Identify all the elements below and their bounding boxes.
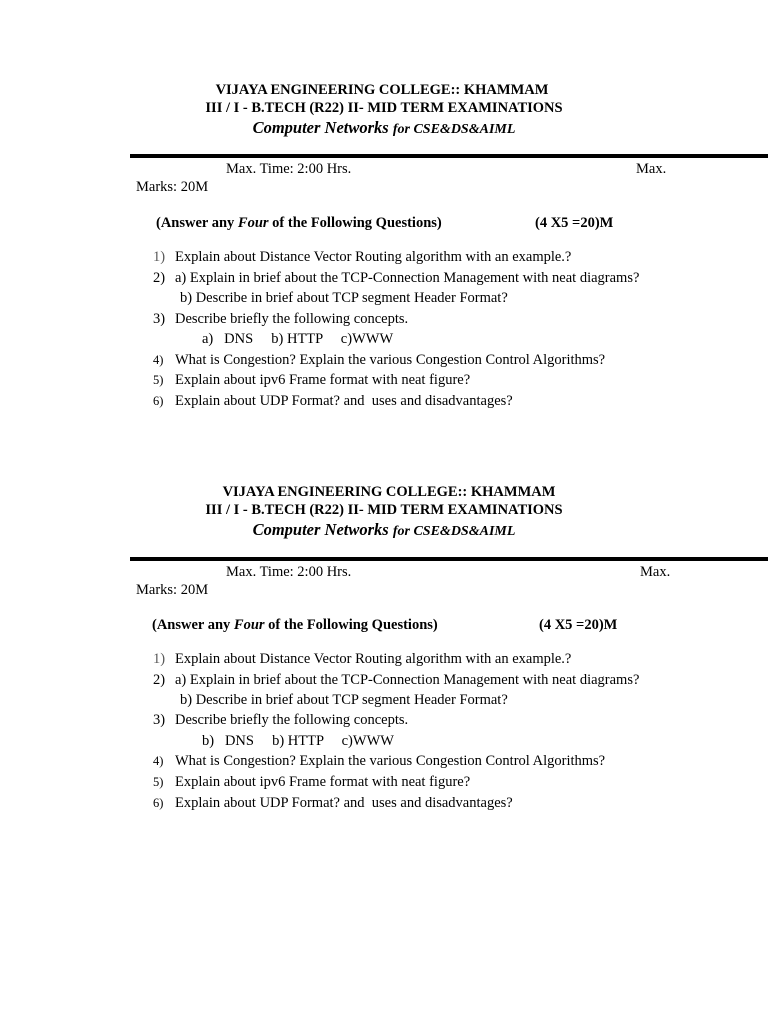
instruction-prefix: (Answer any [156, 215, 238, 231]
instruction-emphasis: Four [237, 215, 269, 231]
college-name: VIJAYA ENGINEERING COLLEGE:: KHAMMAM [215, 82, 549, 98]
question-number: 4) [153, 353, 164, 367]
question-item [0, 270, 768, 290]
question-options [0, 331, 768, 351]
question-item [0, 372, 768, 392]
question-number: 4) [153, 754, 164, 768]
header-rule [130, 154, 768, 158]
exam-title: III / I - B.TECH (R22) II- MID TERM EXAMINATIONS [205, 100, 563, 116]
subject-line [0, 520, 768, 540]
max-marks: Marks: 20M [136, 179, 209, 195]
question-number: 2) [153, 270, 166, 286]
question-paper [0, 82, 768, 482]
question-number: 5) [153, 373, 164, 387]
question-text: What is Congestion? Explain the various Congestion Control Algorithms? [175, 753, 606, 769]
question-paper [0, 484, 768, 884]
question-item [0, 393, 768, 413]
subject-name: Computer Networks [252, 520, 389, 539]
branch-name: for CSE&DS&AIML [392, 524, 516, 539]
question-subpart [0, 692, 768, 712]
question-text: What is Congestion? Explain the various Congestion Control Algorithms? [175, 352, 606, 368]
question-item [0, 249, 768, 269]
question-number: 5) [153, 775, 164, 789]
question-subpart [0, 290, 768, 310]
question-number: 3) [153, 311, 166, 327]
max-time: Max. Time: 2:00 Hrs. [226, 161, 352, 177]
question-text: Explain about UDP Format? and uses and disadvantages? [175, 795, 513, 811]
question-number: 3) [153, 712, 166, 728]
question-text: a) Explain in brief about the TCP-Connection Management with neat diagrams? [175, 270, 640, 286]
subject-line [0, 118, 768, 138]
question-text: Describe briefly the following concepts. [175, 712, 409, 728]
options-text: a) DNS b) HTTP c)WWW [202, 331, 394, 347]
instruction [152, 617, 438, 634]
instruction-suffix: of the Following Questions) [264, 617, 438, 633]
max-time: Max. Time: 2:00 Hrs. [226, 564, 352, 580]
question-number: 6) [153, 796, 164, 810]
subject-name: Computer Networks [252, 118, 389, 137]
options-text: b) DNS b) HTTP c)WWW [202, 733, 394, 749]
max-label: Max. [640, 564, 671, 580]
question-number: 1) [153, 651, 166, 667]
max-label: Max. [636, 161, 667, 177]
max-marks: Marks: 20M [136, 582, 209, 598]
question-options [0, 733, 768, 753]
instruction-prefix: (Answer any [152, 617, 234, 633]
instruction [156, 215, 442, 232]
question-item [0, 774, 768, 794]
question-text: Explain about UDP Format? and uses and disadvantages? [175, 393, 513, 409]
question-item [0, 672, 768, 692]
question-item [0, 712, 768, 732]
instruction-emphasis: Four [233, 617, 265, 633]
question-number: 1) [153, 249, 166, 265]
question-text: Explain about Distance Vector Routing algorithm with an example.? [175, 249, 572, 265]
subpart-text: b) Describe in brief about TCP segment Header Format? [180, 692, 508, 708]
question-text: Explain about Distance Vector Routing algorithm with an example.? [175, 651, 572, 667]
score-scheme: (4 X5 =20)M [535, 215, 614, 231]
college-name: VIJAYA ENGINEERING COLLEGE:: KHAMMAM [222, 484, 556, 500]
question-item [0, 753, 768, 773]
branch-name: for CSE&DS&AIML [392, 122, 516, 137]
subpart-text: b) Describe in brief about TCP segment Header Format? [180, 290, 508, 306]
question-text: Describe briefly the following concepts. [175, 311, 409, 327]
question-item [0, 795, 768, 815]
question-number: 2) [153, 672, 166, 688]
question-text: Explain about ipv6 Frame format with neat figure? [175, 774, 471, 790]
score-scheme: (4 X5 =20)M [539, 617, 618, 633]
exam-title: III / I - B.TECH (R22) II- MID TERM EXAMINATIONS [205, 502, 563, 518]
question-number: 6) [153, 394, 164, 408]
question-text: Explain about ipv6 Frame format with neat figure? [175, 372, 471, 388]
instruction-suffix: of the Following Questions) [268, 215, 442, 231]
question-item [0, 651, 768, 671]
question-item [0, 352, 768, 372]
question-item [0, 311, 768, 331]
header-rule [130, 557, 768, 561]
question-text: a) Explain in brief about the TCP-Connection Management with neat diagrams? [175, 672, 640, 688]
